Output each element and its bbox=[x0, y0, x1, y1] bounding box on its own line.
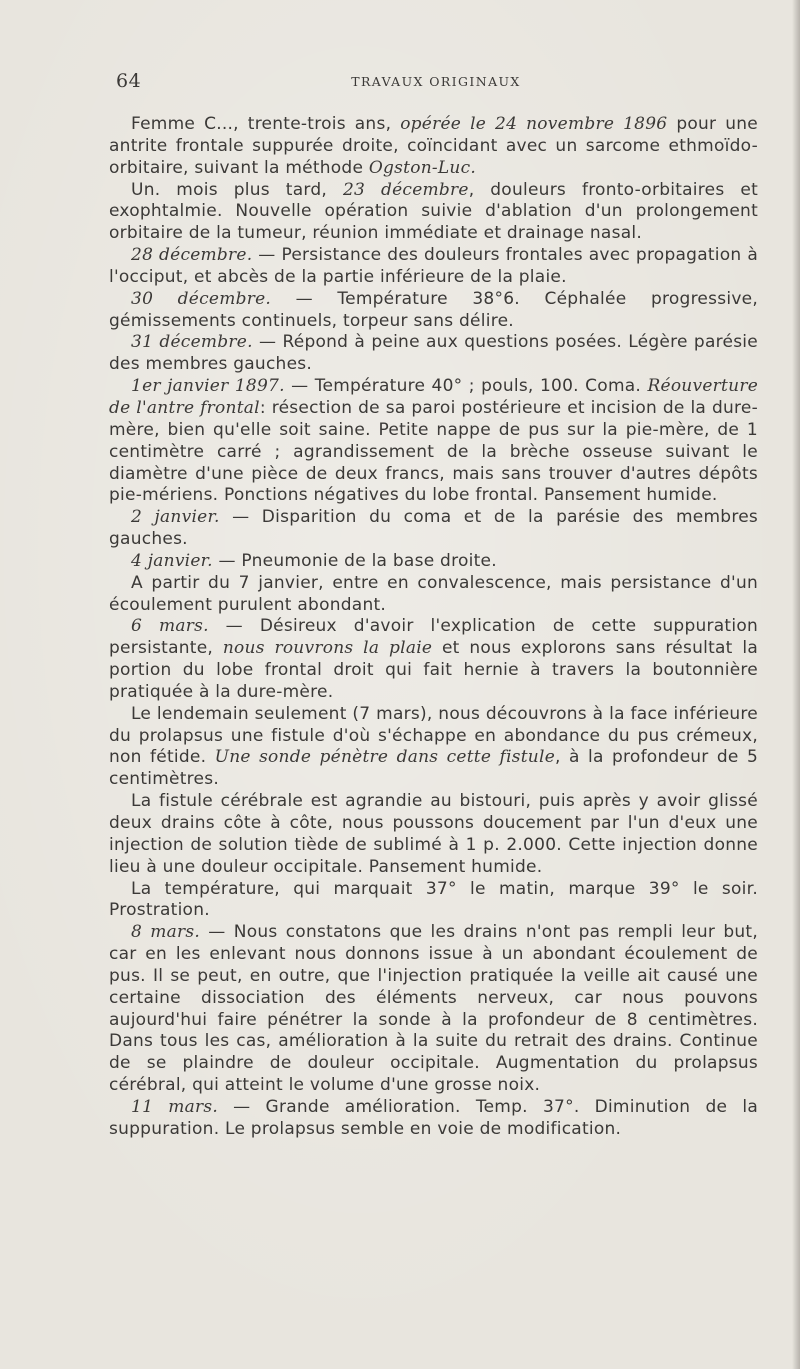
text-run: — Grande amélioration. Temp. 37°. Diminution de la suppuration. Le prolapsus semble en voie de modification. bbox=[109, 1096, 758, 1139]
page-header bbox=[116, 70, 756, 98]
text-run: A partir du 7 janvier, entre en convalescence, mais persistance d'un écoulement purulent abondant. bbox=[109, 572, 758, 615]
paragraph bbox=[109, 879, 758, 923]
text-run-italic: 4 janvier. bbox=[131, 550, 213, 571]
paragraph bbox=[109, 114, 758, 180]
paragraph bbox=[109, 616, 758, 703]
paragraph bbox=[109, 551, 758, 573]
text-run: — Nous constatons que les drains n'ont pas rempli leur but, car en les enlevant nous donnons issue à un abondant écoulement de pus. Il se peut, en outre, que l'injection pratiquée la veille ait causé une certaine dissociation des éléments nerveux, car nous pouvons aujourd'hui faire pénétrer la sonde à la profondeur de 8 centimètres. Dans tous les cas, amélioration à la suite du retrait des drains. Continue de se plaindre de douleur occipitale. Augmentation du prolapsus cérébral, qui atteint le volume d'une grosse noix. bbox=[109, 922, 758, 1096]
text-run-italic: opérée le 24 novembre 1896 bbox=[400, 114, 668, 134]
text-run: — Désireux d'avoir l'explication de cette suppuration persistante, bbox=[109, 616, 758, 659]
text-run-italic: 28 décembre. bbox=[131, 245, 253, 266]
paragraph bbox=[109, 704, 758, 791]
paragraph bbox=[109, 245, 758, 289]
text-run: — Répond à peine aux questions posées. Légère parésie des membres gauches. bbox=[109, 332, 758, 375]
page-number: 64 bbox=[116, 70, 142, 92]
text-run-italic: 30 décembre. bbox=[131, 288, 272, 309]
text-run-italic: Une sonde pénètre dans cette fistule bbox=[214, 747, 556, 768]
text-run-italic: 8 mars. bbox=[131, 922, 201, 943]
paragraph bbox=[109, 289, 758, 333]
paragraph bbox=[109, 791, 758, 878]
text-run: , à la profondeur de 5 centimètres. bbox=[109, 747, 759, 790]
text-run: — Température 40° ; pouls, 100. Coma. bbox=[284, 376, 648, 397]
text-run-italic: 6 mars. bbox=[131, 616, 209, 637]
paragraph bbox=[109, 507, 758, 551]
paragraph bbox=[109, 922, 758, 1097]
paragraph bbox=[109, 573, 758, 617]
article-body bbox=[109, 114, 758, 1141]
text-run: Femme C..., trente-trois ans, bbox=[131, 114, 401, 134]
text-run-italic: 2 janvier. bbox=[131, 507, 220, 528]
paragraph bbox=[109, 376, 758, 507]
text-run-italic: Réouverture de l'antre frontal bbox=[109, 376, 759, 418]
text-run-italic: 31 décembre. bbox=[131, 332, 253, 353]
text-run: La fistule cérébrale est agrandie au bistouri, puis après y avoir glissé deux drains côte à côte, nous poussons doucement par l'un d'eux une injection de solution tiède de sublimé à 1 p. 2.000. Cette injection donne lieu à une douleur occipitale. Pansement humide. bbox=[109, 791, 758, 877]
text-run: — Persistance des douleurs frontales avec propagation à l'occiput, et abcès de la partie inférieure de la plaie. bbox=[109, 245, 758, 287]
text-run-italic: 23 décembre bbox=[342, 179, 469, 200]
text-run-italic: Ogston-Luc. bbox=[368, 157, 477, 178]
text-run: La température, qui marquait 37° le matin, marque 39° le soir. Prostration. bbox=[109, 878, 758, 921]
text-run: — Disparition du coma et de la parésie des membres gauches. bbox=[109, 507, 759, 550]
paragraph bbox=[109, 180, 758, 246]
text-run: , douleurs fronto-orbitaires et exophtalmie. Nouvelle opération suivie d'ablation d'un prolongement orbitaire de la tumeur, réunion immédiate et drainage nasal. bbox=[109, 179, 758, 244]
paragraph bbox=[109, 332, 758, 376]
running-head: TRAVAUX ORIGINAUX bbox=[351, 74, 521, 89]
text-run: — Pneumonie de la base droite. bbox=[212, 550, 497, 571]
text-run: Le lendemain seulement (7 mars), nous découvrons à la face inférieure du prolapsus une fistule d'où s'échappe en abondance du pus crémeux, non fétide. bbox=[109, 703, 758, 768]
paragraph bbox=[109, 1097, 758, 1141]
text-run-italic: 11 mars. bbox=[131, 1096, 219, 1117]
text-run: et nous explorons sans résultat la portion du lobe frontal droit qui fait hernie à travers la boutonnière pratiquée à la dure-mère. bbox=[109, 638, 758, 702]
text-run: pour une antrite frontale suppurée droite, coïncidant avec un sarcome ethmoïdo-orbitaire, suivant la méthode bbox=[109, 114, 758, 178]
text-run-italic: 1er janvier 1897. bbox=[131, 376, 285, 397]
text-run: Un. mois plus tard, bbox=[131, 179, 343, 200]
text-run: — Température 38°6. Céphalée progressive, gémissements continuels, torpeur sans délire. bbox=[109, 288, 759, 331]
text-run-italic: nous rouvrons la plaie bbox=[222, 638, 433, 659]
text-run: : résection de sa paroi postérieure et incision de la dure-mère, bien qu'elle soit saine. Petite nappe de pus sur la pie-mère, de 1 centimètre carré ; agrandissement de la brèche osseuse suivant le diamètre d'une pièce de deux francs, mais sans trouver d'autres dépôts pie-mériens. Ponctions négatives du lobe frontal. Pansement humide. bbox=[109, 397, 758, 506]
